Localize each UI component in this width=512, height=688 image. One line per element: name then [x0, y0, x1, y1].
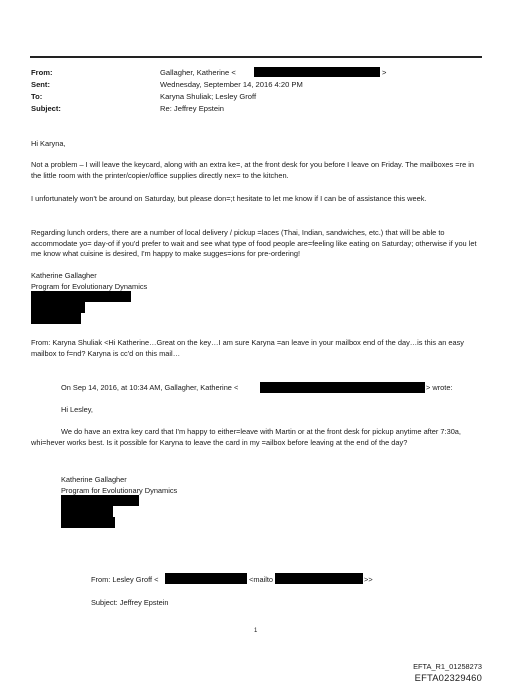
sent-value: Wednesday, September 14, 2016 4:20 PM	[160, 80, 303, 89]
footer-id-1: EFTA_R1_01258273	[413, 662, 482, 671]
on-date-suffix: > wrote:	[426, 383, 453, 392]
from-value: Gallagher, Katherine <	[160, 68, 236, 77]
redaction-signature-2	[31, 302, 85, 313]
redaction-signature2-3	[61, 517, 115, 528]
paragraph-saturday: I unfortunately won't be around on Saturday, but please don=;t hesitate to let me know if I can be of assistance this week.	[31, 194, 427, 203]
quoted-shuliak: From: Karyna Shuliak <Hi Katherine…Great on the key…I am sure Karyna =an leave in your mailbox end of the day…is this an easy mailbox to f=nd? Karyna is cc'd on this mail…	[31, 338, 464, 358]
from-label: From:	[31, 68, 53, 77]
paragraph-keycard: Not a problem – I will leave the keycard, along with an extra ke=, at the front desk for you before I leave on Friday. The mailboxes =re in the little room with the printer/copier/office supplies directly nex= to the kitchen.	[31, 160, 474, 180]
on-date-prefix: On Sep 14, 2016, at 10:34 AM, Gallagher, Katherine <	[61, 383, 239, 392]
signature2-org: Program for Evolutionary Dynamics	[61, 486, 178, 495]
mailto-text: <mailto	[249, 575, 274, 584]
redaction-mailto	[275, 573, 363, 584]
footer-id-2: EFTA02329460	[414, 672, 482, 683]
redaction-signature2-1	[61, 495, 139, 506]
greeting-lesley: Hi Lesley,	[61, 405, 93, 414]
subject-label: Subject:	[31, 104, 61, 113]
paragraph-lunch: Regarding lunch orders, there are a number of local delivery / pickup =laces (Thai, Indian, sandwiches, etc.) that will be able to accommodate yo= day-of if you'd prefer to wait and see what type of food people are=feeling like eating on Saturday; otherwise if you let me know what cuisine is desired, I'm happy to make sugges=ions for pre-ordering!	[31, 228, 477, 259]
subject-jeffrey: Subject: Jeffrey Epstein	[91, 598, 169, 607]
page-number: 1	[254, 628, 258, 634]
to-value: Karyna Shuliak; Lesley Groff	[160, 92, 257, 101]
greeting: Hi Karyna,	[31, 139, 66, 148]
mailto-close: >>	[364, 575, 373, 584]
signature-name: Katherine Gallagher	[31, 271, 97, 280]
redaction-signature-1	[31, 291, 131, 302]
from-groff-prefix: From: Lesley Groff <	[91, 575, 159, 584]
sent-label: Sent:	[31, 80, 50, 89]
from-close: >	[382, 68, 387, 77]
to-label: To:	[31, 92, 43, 101]
redaction-from-email	[254, 67, 380, 77]
redaction-signature2-2	[61, 506, 113, 517]
paragraph-extra-key: We do have an extra key card that I'm happy to either=leave with Martin or at the front desk for pickup anytime after 7:30a, whi=hever works best. Is it possible for Karyna to leave the card in my =ailbox before leaving at the end of the day?	[31, 427, 461, 447]
redaction-katherine-email	[260, 382, 425, 393]
signature2-name: Katherine Gallagher	[61, 475, 127, 484]
header-divider	[30, 56, 482, 58]
redaction-groff-email	[165, 573, 247, 584]
signature-org: Program for Evolutionary Dynamics	[31, 282, 148, 291]
redaction-signature-3	[31, 313, 81, 324]
subject-value: Re: Jeffrey Epstein	[160, 104, 225, 113]
